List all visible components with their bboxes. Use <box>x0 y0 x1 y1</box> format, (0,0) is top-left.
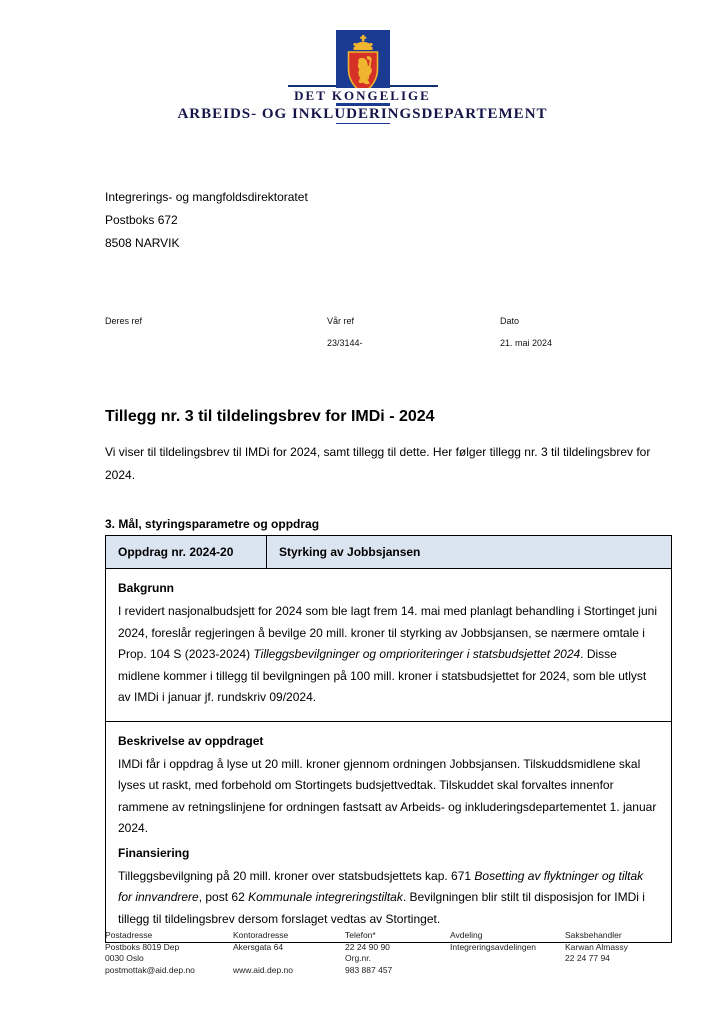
finansiering-paragraph <box>118 866 659 931</box>
footer-column-saksbehandler <box>565 930 690 976</box>
footer-postadresse-city: 0030 Oslo <box>105 953 144 963</box>
letterhead-department-line: ARBEIDS- OG INKLUDERINGSDEPARTEMENT <box>167 106 557 123</box>
bakgrunn-paragraph <box>118 601 659 709</box>
footer-column-postadresse <box>105 930 233 976</box>
dato-column <box>500 315 670 349</box>
letter-title: Tillegg nr. 3 til tildelingsbrev for IMDi - 2024 <box>105 408 435 425</box>
finansiering-text-1: Tilleggsbevilgning på 20 mill. kroner over statsbudsjettets kap. 671 <box>118 868 475 883</box>
task-number-header-cell: Oppdrag nr. 2024-20 <box>106 536 267 569</box>
finansiering-italic-chapter: Bosetting av flyktninger og tiltak for innvandrere <box>118 868 644 904</box>
reference-row <box>105 315 670 349</box>
footer-column-avdeling <box>450 930 565 976</box>
var-ref-value: 23/3144- <box>327 338 363 348</box>
section-heading: 3. Mål, styringsparametre og oppdrag <box>105 517 320 531</box>
finansiering-text-3: . Bevilgningen blir stilt til disposisjon for IMDi i tillegg til tildelingsbrev dersom forslaget vedtas av Stortinget. <box>118 890 645 926</box>
recipient-postbox: Postboks 672 <box>105 213 178 227</box>
intro-paragraph: Vi viser til tildelingsbrev til IMDi for 2024, samt tillegg til dette. Her følger tillegg nr. 3 til tildelingsbrev for 2024. <box>105 445 651 482</box>
letterhead-kingdom-line: DET KONGELIGE <box>284 88 441 103</box>
letterhead <box>0 30 725 126</box>
footer-telefon-value: 22 24 90 90 <box>345 941 390 952</box>
recipient-city: 8508 NARVIK <box>105 236 180 250</box>
bakgrunn-text-1: I revidert nasjonalbudsjett for 2024 som ble lagt frem 14. mai med planlagt behandling i Stortinget juni 2024, foreslår regjeringen å bevilge 20 mill. kroner til styrking av Jobbsjansen, se nærmere omtale i Prop. 104 S (2023-2024) <box>118 604 657 661</box>
letter-body <box>105 407 672 943</box>
footer-email: postmottak@aid.dep.no <box>105 964 195 975</box>
bakgrunn-row <box>106 569 672 722</box>
beskrivelse-paragraph: IMDi får i oppdrag å lyse ut 20 mill. kroner gjennom ordningen Jobbsjansen. Tilskuddsmidlene skal lyses ut raskt, med forbehold om Stortingets budsjettvedtak. Tilskuddet skal forvaltes innenfor rammene av retningslinjene for ordningen fastsatt av Arbeids- og inkluderingsdepartementet 1. januar 2024. <box>118 756 657 835</box>
recipient-name: Integrerings- og mangfoldsdirektoratet <box>105 190 308 204</box>
var-ref-column <box>327 315 500 349</box>
bakgrunn-text-2: . Disse midlene kommer i tillegg til bevilgningen på 100 mill. kroner i statsbudsjettet for 2024, som ble utlyst av IMDi i januar jf. rundskriv 09/2024. <box>118 647 647 704</box>
footer-kontoradresse-blank <box>233 953 345 965</box>
deres-ref-column <box>105 315 327 349</box>
footer-orgnr-label: Org.nr. <box>345 953 371 963</box>
footer-avdeling-label: Avdeling <box>450 930 483 940</box>
task-table-header-row <box>106 536 672 569</box>
deres-ref-label: Deres ref <box>105 316 143 326</box>
footer-orgnr-value: 983 887 457 <box>345 964 393 975</box>
task-table <box>105 535 672 943</box>
bakgrunn-cell <box>106 569 672 722</box>
footer-kontoradresse-label: Kontoradresse <box>233 930 289 940</box>
bakgrunn-heading: Bakgrunn <box>118 581 175 595</box>
footer-kontoradresse-line: Akersgata 64 <box>233 941 284 952</box>
footer-postadresse-line: Postboks 8019 Dep <box>105 941 180 952</box>
page-footer <box>105 930 690 976</box>
footer-avdeling-value: Integreringsavdelingen <box>450 941 537 952</box>
footer-column-kontoradresse <box>233 930 345 976</box>
finansiering-text-2: , post 62 <box>198 890 249 904</box>
letterhead-text <box>0 87 725 123</box>
var-ref-label: Vår ref <box>327 316 355 326</box>
footer-saksbehandler-label: Saksbehandler <box>565 930 622 940</box>
task-title-header-cell: Styrking av Jobbsjansen <box>267 536 672 569</box>
finansiering-heading: Finansiering <box>118 845 190 860</box>
bakgrunn-italic-title: Tilleggsbevilgninger og omprioriteringer i statsbudsjettet 2024 <box>253 647 581 661</box>
footer-saksbehandler-name: Karwan Almassy <box>565 941 628 952</box>
footer-telefon-label: Telefon* <box>345 930 376 940</box>
dato-value: 21. mai 2024 <box>500 338 553 348</box>
footer-saksbehandler-phone: 22 24 77 94 <box>565 953 610 963</box>
dato-label: Dato <box>500 316 520 326</box>
recipient-address <box>105 186 308 255</box>
beskrivelse-heading: Beskrivelse av oppdraget <box>118 733 264 748</box>
footer-postadresse-label: Postadresse <box>105 930 153 940</box>
beskrivelse-finansiering-row <box>106 721 672 943</box>
beskrivelse-finansiering-cell <box>106 721 672 943</box>
footer-column-telefon <box>345 930 450 976</box>
footer-website: www.aid.dep.no <box>233 964 294 975</box>
finansiering-italic-post: Kommunale integreringstiltak <box>248 890 403 904</box>
